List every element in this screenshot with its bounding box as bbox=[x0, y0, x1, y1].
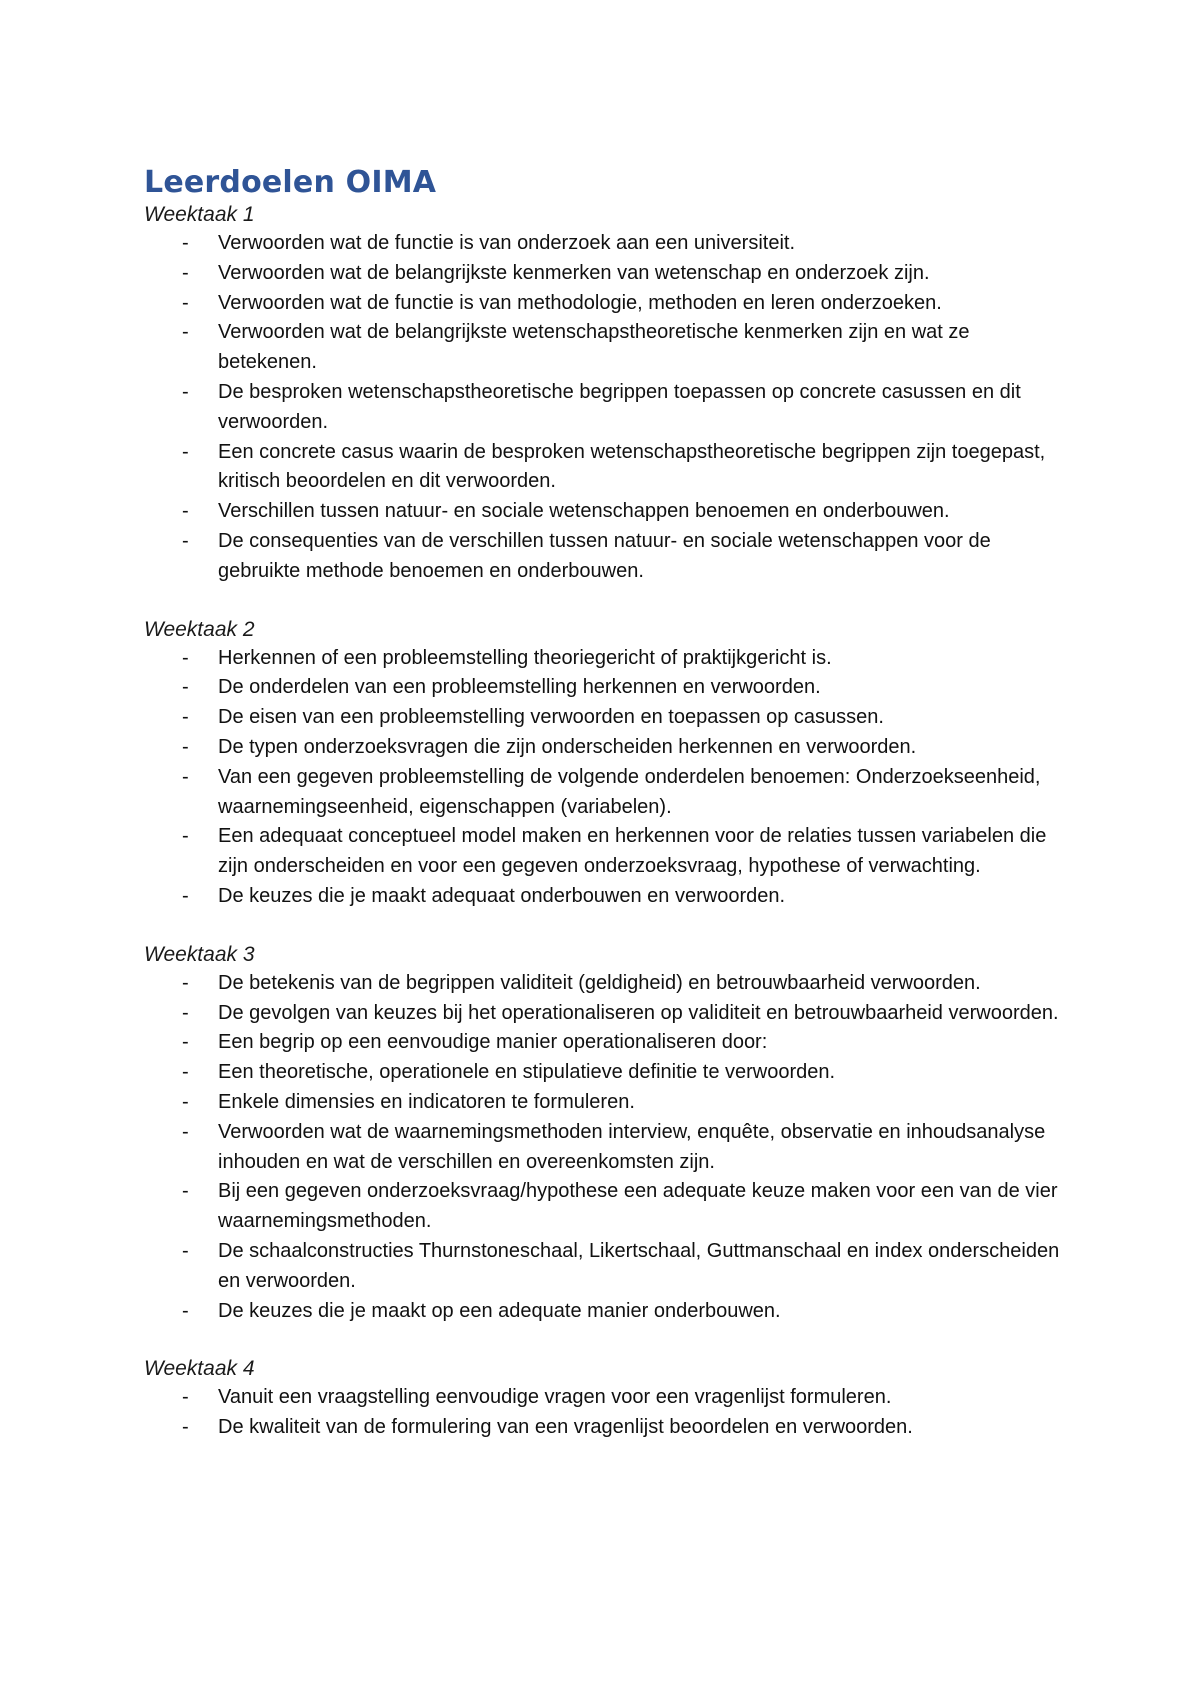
list-item-text: De besproken wetenschapstheoretische begrippen toepassen op concrete casussen en dit verwoorden. bbox=[218, 380, 1021, 433]
list-item bbox=[144, 527, 1074, 587]
list-item-text: Bij een gegeven onderzoeksvraag/hypothese een adequate keuze maken voor een van de vier waarnemingsmethoden. bbox=[218, 1180, 1058, 1233]
dash-bullet-icon: - bbox=[182, 529, 189, 552]
dash-bullet-icon: - bbox=[182, 380, 189, 403]
dash-bullet-icon: - bbox=[182, 735, 189, 758]
list-item bbox=[144, 1237, 1074, 1297]
dash-bullet-icon: - bbox=[182, 706, 189, 729]
dash-bullet-icon: - bbox=[182, 825, 189, 848]
list-item-text: Vanuit een vraagstelling eenvoudige vragen voor een vragenlijst formuleren. bbox=[218, 1386, 892, 1409]
list-item-text: Verwoorden wat de belangrijkste wetenschapstheoretische kenmerken zijn en wat ze betekenen. bbox=[218, 321, 970, 374]
list-item bbox=[144, 969, 1074, 999]
list-item-text: Verwoorden wat de waarnemingsmethoden interview, enquête, observatie en inhoudsanalyse inhouden en wat de verschillen en overeenkomsten zijn. bbox=[218, 1120, 1046, 1173]
list-item bbox=[144, 438, 1074, 498]
list-item-text: Verschillen tussen natuur- en sociale wetenschappen benoemen en onderbouwen. bbox=[218, 500, 950, 523]
section-heading: Weektaak 3 bbox=[144, 942, 255, 966]
document-page bbox=[144, 165, 1074, 1472]
list-item-text: De keuzes die je maakt adequaat onderbouwen en verwoorden. bbox=[218, 884, 786, 907]
list-item-text: De eisen van een probleemstelling verwoorden en toepassen op casussen. bbox=[218, 706, 884, 729]
goal-list bbox=[144, 969, 1074, 1327]
list-item-text: De consequenties van de verschillen tussen natuur- en sociale wetenschappen voor de gebruikte methode benoemen en onderbouwen. bbox=[218, 529, 991, 582]
list-item bbox=[144, 318, 1074, 378]
dash-bullet-icon: - bbox=[182, 765, 189, 788]
list-item bbox=[144, 999, 1074, 1029]
list-item-text: Van een gegeven probleemstelling de volgende onderdelen benoemen: Onderzoekseenheid, waarnemingseenheid, eigenschappen (variabelen). bbox=[218, 765, 1041, 818]
list-item bbox=[144, 673, 1074, 703]
list-item bbox=[144, 1413, 1074, 1443]
list-item bbox=[144, 1088, 1074, 1118]
list-item bbox=[144, 703, 1074, 733]
list-item-text: Verwoorden wat de functie is van methodologie, methoden en leren onderzoeken. bbox=[218, 291, 942, 314]
dash-bullet-icon: - bbox=[182, 232, 189, 254]
list-item bbox=[144, 1058, 1074, 1088]
list-item bbox=[144, 289, 1074, 319]
dash-bullet-icon: - bbox=[182, 1061, 189, 1084]
list-item bbox=[144, 733, 1074, 763]
section-heading: Weektaak 2 bbox=[144, 617, 255, 641]
list-item-text: Een adequaat conceptueel model maken en herkennen voor de relaties tussen variabelen die zijn onderscheiden en voor een gegeven onderzoeksvraag, hypothese of verwachting. bbox=[218, 825, 1047, 878]
list-item bbox=[144, 1383, 1074, 1413]
list-item bbox=[144, 644, 1074, 674]
dash-bullet-icon: - bbox=[182, 1031, 189, 1054]
dash-bullet-icon: - bbox=[182, 1239, 189, 1262]
goal-list bbox=[144, 229, 1074, 587]
dash-bullet-icon: - bbox=[182, 440, 189, 463]
section-weektaak-3 bbox=[144, 941, 1074, 1327]
list-item bbox=[144, 229, 1074, 259]
list-item bbox=[144, 1028, 1074, 1058]
list-item-text: De typen onderzoeksvragen die zijn onderscheiden herkennen en verwoorden. bbox=[218, 735, 917, 758]
list-item bbox=[144, 1118, 1074, 1178]
list-item-text: De gevolgen van keuzes bij het operationaliseren op validiteit en betrouwbaarheid verwoorden. bbox=[218, 1001, 1059, 1024]
list-item bbox=[144, 763, 1074, 823]
dash-bullet-icon: - bbox=[182, 321, 189, 344]
dash-bullet-icon: - bbox=[182, 1001, 189, 1024]
list-item-text: Een concrete casus waarin de besproken wetenschapstheoretische begrippen zijn toegepast, kritisch beoordelen en dit verwoorden. bbox=[218, 440, 1046, 493]
list-item bbox=[144, 378, 1074, 438]
dash-bullet-icon: - bbox=[182, 884, 189, 907]
sections-container bbox=[144, 201, 1074, 1443]
list-item-text: De kwaliteit van de formulering van een vragenlijst beoordelen en verwoorden. bbox=[218, 1416, 913, 1439]
list-item bbox=[144, 497, 1074, 527]
dash-bullet-icon: - bbox=[182, 291, 189, 314]
dash-bullet-icon: - bbox=[182, 1299, 189, 1322]
list-item bbox=[144, 882, 1074, 912]
dash-bullet-icon: - bbox=[182, 1180, 189, 1203]
goal-list bbox=[144, 644, 1074, 912]
list-item bbox=[144, 1177, 1074, 1237]
list-item-text: Verwoorden wat de belangrijkste kenmerken van wetenschap en onderzoek zijn. bbox=[218, 261, 930, 284]
section-weektaak-4 bbox=[144, 1355, 1074, 1443]
list-item bbox=[144, 259, 1074, 289]
goal-list bbox=[144, 1383, 1074, 1443]
dash-bullet-icon: - bbox=[182, 1386, 189, 1409]
list-item-text: Een begrip op een eenvoudige manier operationaliseren door: bbox=[218, 1031, 768, 1054]
list-item-text: Herkennen of een probleemstelling theoriegericht of praktijkgericht is. bbox=[218, 646, 832, 669]
dash-bullet-icon: - bbox=[182, 261, 189, 284]
list-item-text: Enkele dimensies en indicatoren te formuleren. bbox=[218, 1090, 635, 1113]
dash-bullet-icon: - bbox=[182, 1416, 189, 1439]
dash-bullet-icon: - bbox=[182, 1120, 189, 1143]
section-heading: Weektaak 4 bbox=[144, 1357, 255, 1381]
list-item-text: De keuzes die je maakt op een adequate manier onderbouwen. bbox=[218, 1299, 781, 1322]
dash-bullet-icon: - bbox=[182, 500, 189, 523]
dash-bullet-icon: - bbox=[182, 971, 189, 994]
list-item-text: Verwoorden wat de functie is van onderzoek aan een universiteit. bbox=[218, 232, 796, 254]
section-weektaak-1 bbox=[144, 201, 1074, 587]
document-title: Leerdoelen OIMA bbox=[144, 165, 437, 200]
section-weektaak-2 bbox=[144, 616, 1074, 912]
list-item-text: De onderdelen van een probleemstelling herkennen en verwoorden. bbox=[218, 676, 821, 699]
dash-bullet-icon: - bbox=[182, 1090, 189, 1113]
dash-bullet-icon: - bbox=[182, 646, 189, 669]
list-item bbox=[144, 822, 1074, 882]
list-item-text: De betekenis van de begrippen validiteit (geldigheid) en betrouwbaarheid verwoorden. bbox=[218, 971, 981, 994]
list-item-text: De schaalconstructies Thurnstoneschaal, Likertschaal, Guttmanschaal en index onderscheiden en verwoorden. bbox=[218, 1239, 1060, 1292]
list-item bbox=[144, 1297, 1074, 1327]
section-heading: Weektaak 1 bbox=[144, 203, 255, 226]
dash-bullet-icon: - bbox=[182, 676, 189, 699]
list-item-text: Een theoretische, operationele en stipulatieve definitie te verwoorden. bbox=[218, 1061, 836, 1084]
